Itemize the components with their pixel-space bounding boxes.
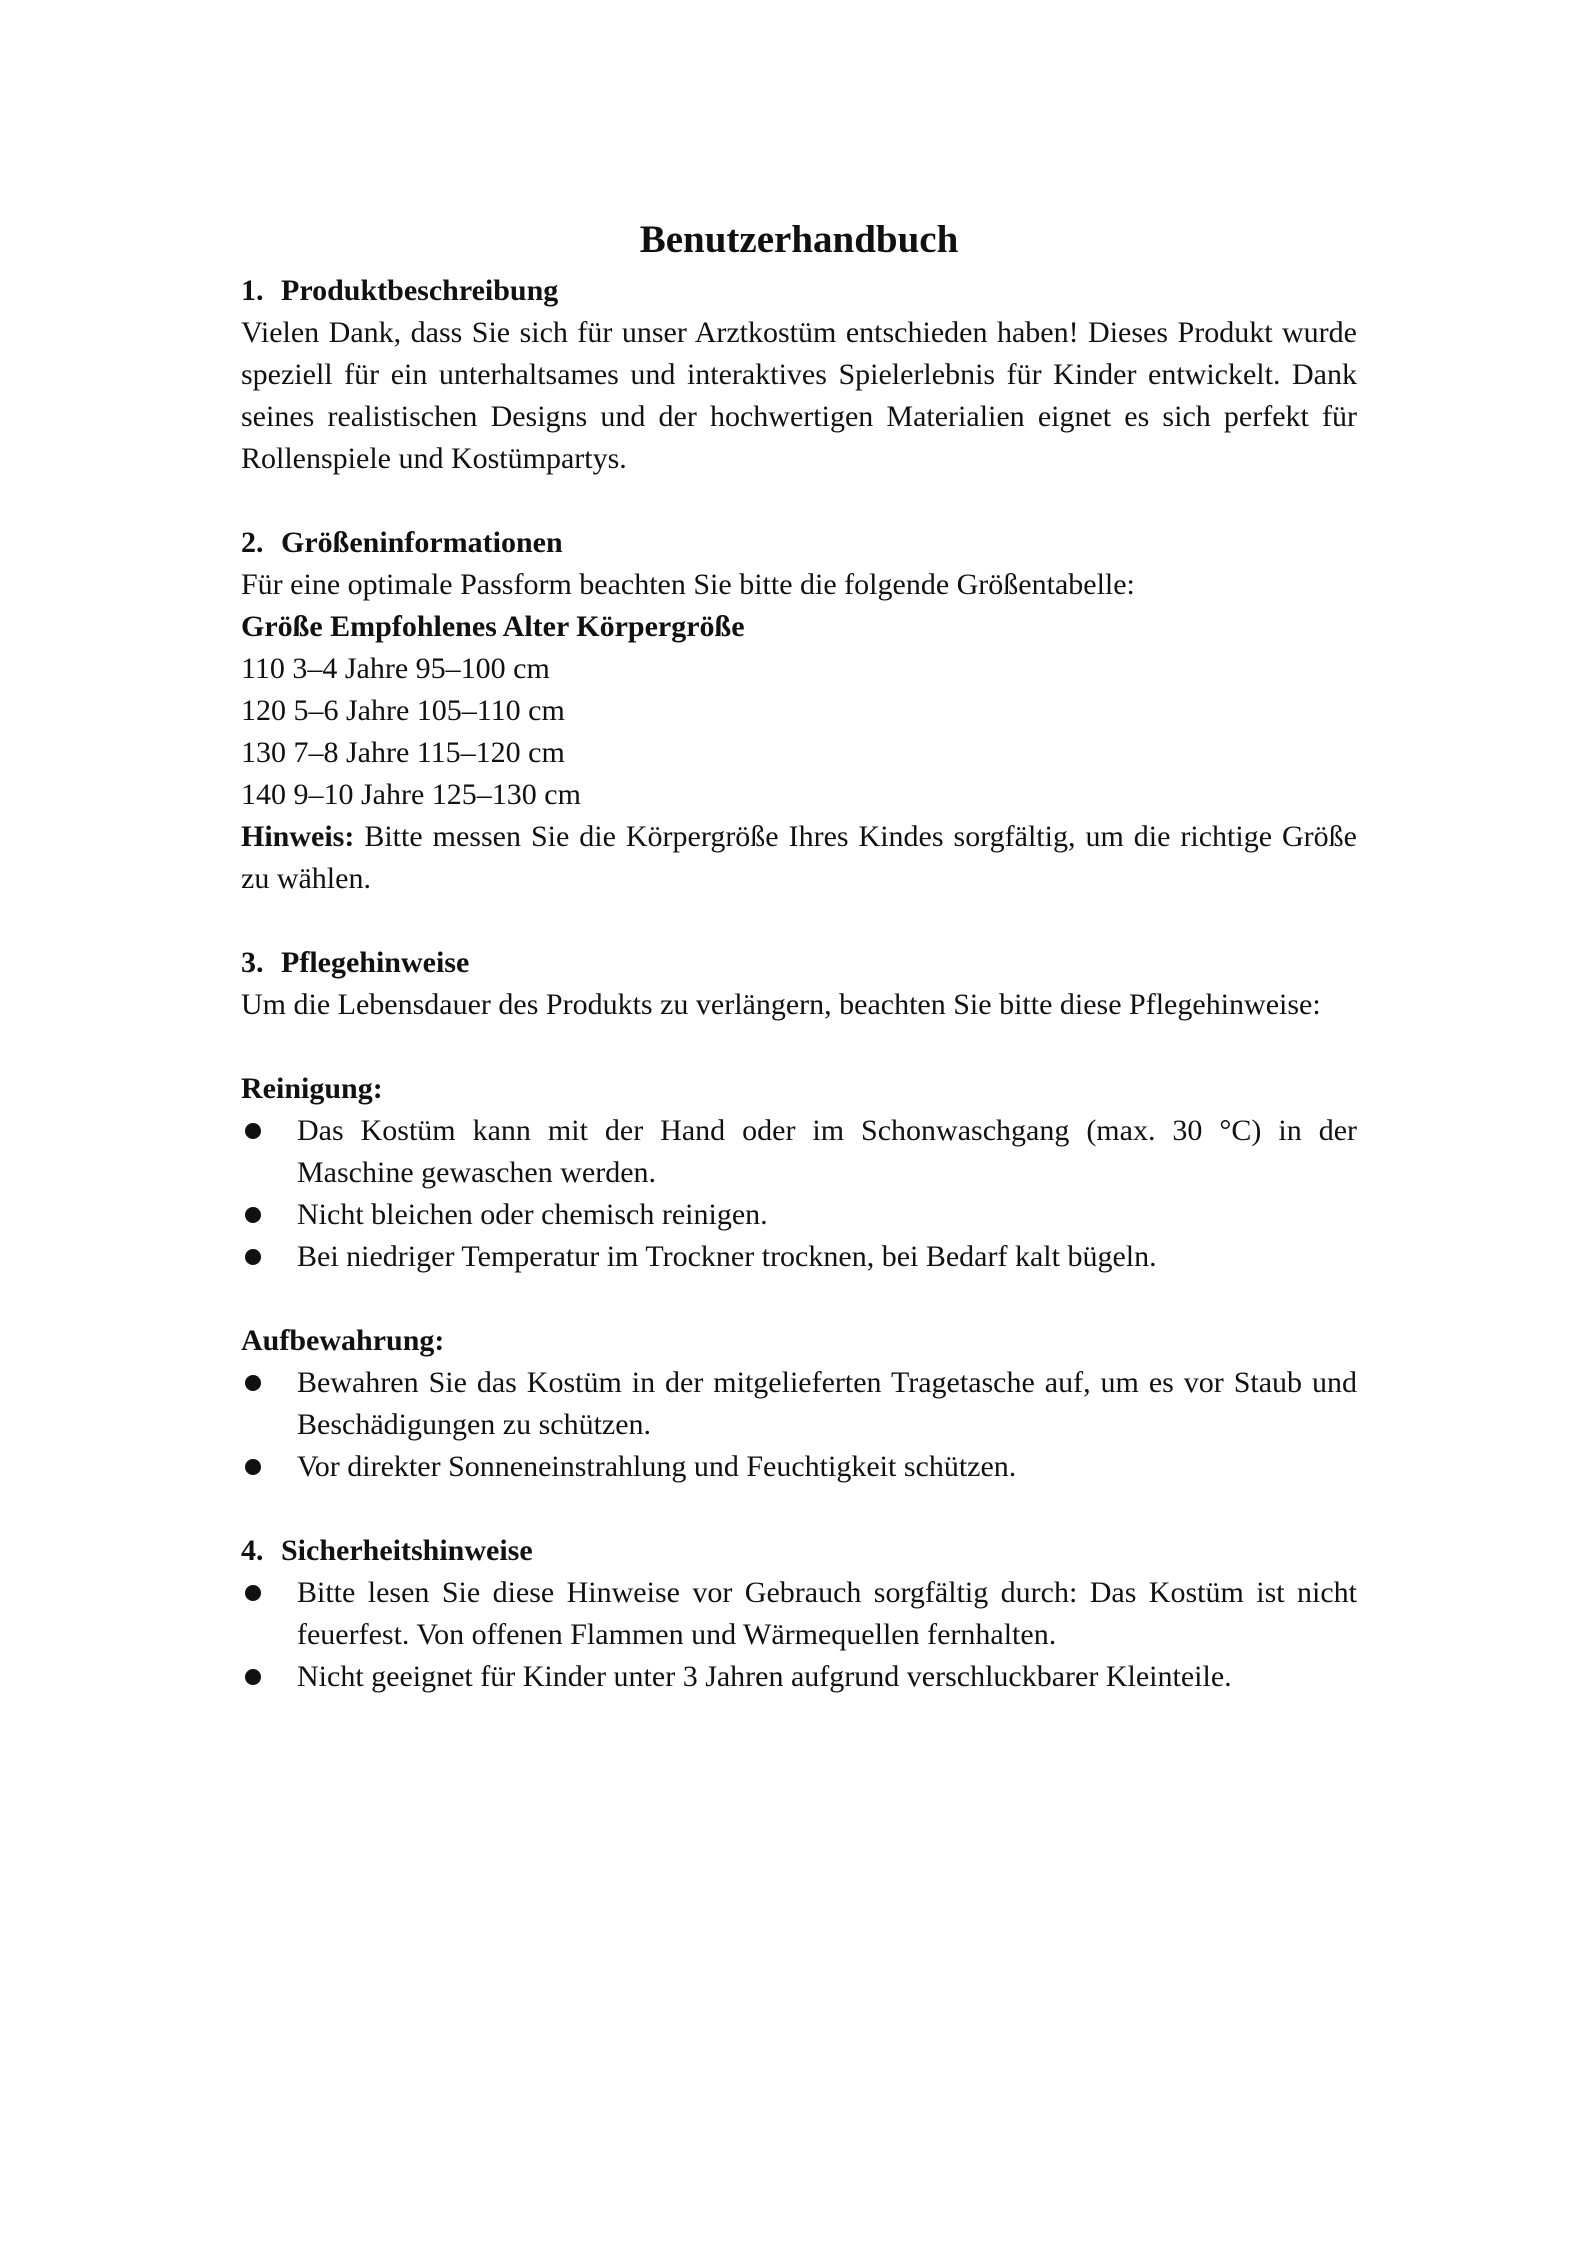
section-number: 3.	[241, 946, 264, 979]
section-title: Größeninformationen	[281, 526, 563, 559]
list-item	[241, 1110, 1357, 1194]
list-item-text: Bitte lesen Sie diese Hinweise vor Gebrauch sorgfältig durch: Das Kostüm ist nicht feuerfest. Von offenen Flammen und Wärmequellen fernhalten.	[297, 1576, 1357, 1651]
safety-list	[241, 1572, 1357, 1698]
size-table-header: Größe Empfohlenes Alter Körpergröße	[241, 610, 745, 643]
section-heading-produktbeschreibung	[241, 270, 1357, 312]
bullet-icon	[245, 1207, 261, 1223]
list-item	[241, 1446, 1357, 1488]
list-item	[241, 1362, 1357, 1446]
size-intro-text: Für eine optimale Passform beachten Sie bitte die folgende Größentabelle:	[241, 568, 1135, 601]
note-text: Bitte messen Sie die Körpergröße Ihres Kindes sorgfältig, um die richtige Größe zu wählen.	[241, 820, 1357, 895]
list-item	[241, 1572, 1357, 1656]
storage-label: Aufbewahrung:	[241, 1324, 445, 1357]
section-heading-pflegehinweise	[241, 942, 1357, 984]
list-item-text: Bewahren Sie das Kostüm in der mitgelieferten Tragetasche auf, um es vor Staub und Beschädigungen zu schützen.	[297, 1366, 1357, 1441]
size-table-row: 120 5–6 Jahre 105–110 cm	[241, 694, 565, 727]
spacer	[241, 1278, 1357, 1320]
bullet-icon	[245, 1375, 261, 1391]
section-number: 2.	[241, 526, 264, 559]
cleaning-list	[241, 1110, 1357, 1278]
section-number: 4.	[241, 1534, 264, 1567]
section-title: Pflegehinweise	[281, 946, 470, 979]
size-table-row: 110 3–4 Jahre 95–100 cm	[241, 652, 550, 685]
note-label: Hinweis:	[241, 820, 355, 853]
storage-list	[241, 1362, 1357, 1488]
size-table-row: 130 7–8 Jahre 115–120 cm	[241, 736, 565, 769]
document-title: Benutzerhandbuch	[639, 218, 959, 261]
list-item-text: Bei niedriger Temperatur im Trockner trocknen, bei Bedarf kalt bügeln.	[297, 1240, 1157, 1273]
product-description-text: Vielen Dank, dass Sie sich für unser Arztkostüm entschieden haben! Dieses Produkt wurde speziell für ein unterhaltsames und interaktives Spielerlebnis für Kinder entwickelt. Dank seines realistischen Designs und der hochwertigen Materialien eignet es sich perfekt für Rollenspiele und Kostümpartys.	[241, 316, 1357, 475]
bullet-icon	[245, 1123, 261, 1139]
section-heading-groesseninformationen	[241, 522, 1357, 564]
list-item-text: Nicht geeignet für Kinder unter 3 Jahren aufgrund verschluckbarer Kleinteile.	[297, 1660, 1232, 1693]
bullet-icon	[245, 1459, 261, 1475]
spacer	[241, 900, 1357, 942]
spacer	[241, 1488, 1357, 1530]
section-number: 1.	[241, 274, 264, 307]
spacer	[241, 1026, 1357, 1068]
list-item-text: Nicht bleichen oder chemisch reinigen.	[297, 1198, 768, 1231]
list-item-text: Das Kostüm kann mit der Hand oder im Schonwaschgang (max. 30 °C) in der Maschine gewaschen werden.	[297, 1114, 1357, 1189]
cleaning-label: Reinigung:	[241, 1072, 383, 1105]
list-item	[241, 1194, 1357, 1236]
section-title: Sicherheitshinweise	[281, 1534, 533, 1567]
section-title: Produktbeschreibung	[281, 274, 559, 307]
document-page	[241, 200, 1357, 1698]
list-item-text: Vor direkter Sonneneinstrahlung und Feuchtigkeit schützen.	[297, 1450, 1017, 1483]
section-heading-sicherheitshinweise	[241, 1530, 1357, 1572]
size-note	[241, 816, 1357, 900]
list-item	[241, 1236, 1357, 1278]
bullet-icon	[245, 1669, 261, 1685]
list-item	[241, 1656, 1357, 1698]
spacer	[241, 480, 1357, 522]
bullet-icon	[245, 1249, 261, 1265]
care-intro-text: Um die Lebensdauer des Produkts zu verlängern, beachten Sie bitte diese Pflegehinweise:	[241, 988, 1321, 1021]
size-table-row: 140 9–10 Jahre 125–130 cm	[241, 778, 581, 811]
bullet-icon	[245, 1585, 261, 1601]
